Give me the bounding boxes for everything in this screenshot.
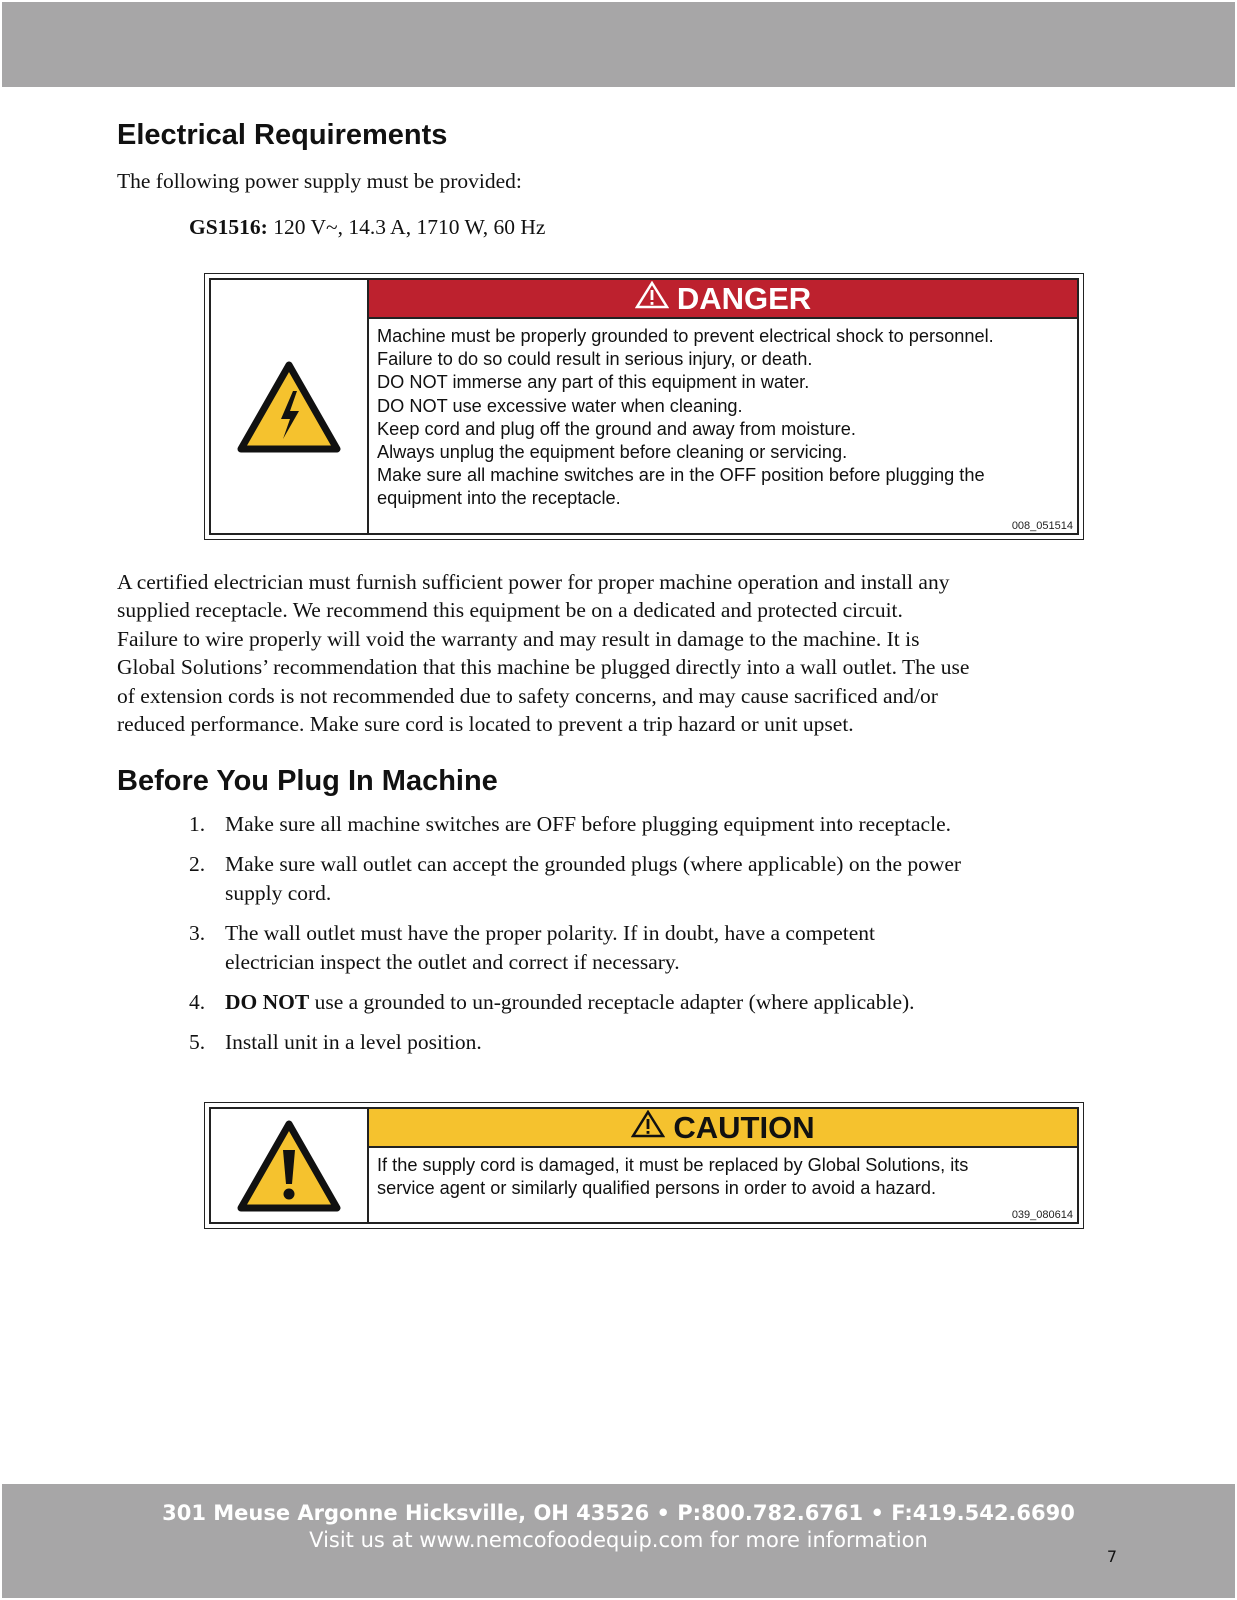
paragraph-line: reduced performance. Make sure cord is located to prevent a trip hazard or unit upset.: [117, 712, 854, 737]
danger-line: Always unplug the equipment before cleaning or servicing.: [377, 442, 848, 463]
step-line: electrician inspect the outlet and correct if necessary.: [225, 949, 680, 974]
electric-shock-warning-icon: [237, 361, 341, 453]
caution-line: service agent or similarly qualified persons in order to avoid a hazard.: [377, 1178, 937, 1199]
danger-line: Keep cord and plug off the ground and away from moisture.: [377, 418, 856, 439]
warning-triangle-icon: [631, 1110, 665, 1146]
danger-line: Make sure all machine switches are in the OFF position before plugging the: [377, 465, 985, 486]
danger-warning-box: [204, 273, 1084, 540]
step-number: 1.: [189, 812, 206, 836]
section-title-electrical: Electrical Requirements: [117, 119, 448, 151]
danger-symbol-cell: [211, 280, 369, 533]
paragraph-line: of extension cords is not recommended due to safety concerns, and may cause sacrificed and/or: [117, 683, 938, 708]
danger-text: [369, 319, 1077, 511]
danger-header: [369, 280, 1077, 319]
danger-line: equipment into the receptacle.: [377, 488, 621, 509]
paragraph-line: Global Solutions’ recommendation that this machine be plugged directly into a wall outlet. The use: [117, 655, 970, 680]
footer-address: 301 Meuse Argonne Hicksville, OH 43526 • P:800.782.6761 • F:419.542.6690: [162, 1501, 1075, 1525]
caution-code: 039_080614: [1011, 1209, 1073, 1221]
step-text: use a grounded to un-grounded receptacle adapter (where applicable).: [309, 990, 915, 1015]
step-line: Install unit in a level position.: [225, 1030, 482, 1055]
caution-header: [369, 1109, 1077, 1148]
step-line: [225, 988, 1117, 1016]
step-emphasis: DO NOT: [225, 990, 310, 1015]
step-line: The wall outlet must have the proper polarity. If in doubt, have a competent: [225, 921, 875, 946]
danger-line: Machine must be properly grounded to prevent electrical shock to personnel.: [377, 326, 994, 346]
plug-in-steps: [117, 810, 1117, 1069]
exclamation-warning-icon: [237, 1120, 341, 1212]
list-item: [117, 850, 1117, 907]
danger-line: DO NOT immerse any part of this equipment in water.: [377, 372, 810, 393]
step-number: 3.: [189, 921, 206, 946]
caution-line: If the supply cord is damaged, it must be replaced by Global Solutions, its: [377, 1155, 969, 1175]
caution-label: CAUTION: [673, 1109, 815, 1145]
caution-text: [369, 1148, 1077, 1200]
caution-warning-box: [204, 1102, 1084, 1229]
step-number: 5.: [189, 1030, 206, 1055]
section-title-before-plug: Before You Plug In Machine: [117, 765, 498, 797]
paragraph-line: A certified electrician must furnish sufficient power for proper machine operation and install any: [117, 570, 950, 594]
list-item: [117, 988, 1117, 1016]
paragraph-line: supplied receptacle. We recommend this equipment be on a dedicated and protected circuit.: [117, 598, 903, 623]
list-item: [117, 810, 1117, 838]
danger-line: DO NOT use excessive water when cleaning.: [377, 395, 743, 416]
warning-triangle-icon: [635, 281, 669, 317]
header-bar: [2, 2, 1235, 87]
footer-website: Visit us at www.nemcofoodequip.com for more information: [309, 1528, 928, 1552]
list-item: [117, 1028, 1117, 1056]
power-spec: [189, 215, 545, 240]
page-number: 7: [1106, 1547, 1117, 1566]
spec-model: GS1516:: [189, 215, 268, 239]
list-item: [117, 919, 1117, 976]
danger-line: Failure to do so could result in serious injury, or death.: [377, 349, 813, 370]
step-number: 2.: [189, 852, 206, 877]
danger-label: DANGER: [676, 280, 812, 316]
spec-value: 120 V~, 14.3 A, 1710 W, 60 Hz: [267, 215, 546, 239]
electrician-paragraph: [117, 568, 969, 738]
step-line: Make sure wall outlet can accept the grounded plugs (where applicable) on the power: [225, 852, 962, 877]
power-supply-intro: The following power supply must be provided:: [117, 169, 522, 193]
caution-symbol-cell: [211, 1109, 369, 1222]
danger-code: 008_051514: [1011, 520, 1073, 532]
footer-bar: [2, 1484, 1235, 1598]
step-number: 4.: [189, 990, 206, 1015]
step-line: supply cord.: [225, 880, 332, 905]
step-line: Make sure all machine switches are OFF before plugging equipment into receptacle.: [225, 812, 951, 836]
paragraph-line: Failure to wire properly will void the warranty and may result in damage to the machine. It is: [117, 626, 920, 651]
